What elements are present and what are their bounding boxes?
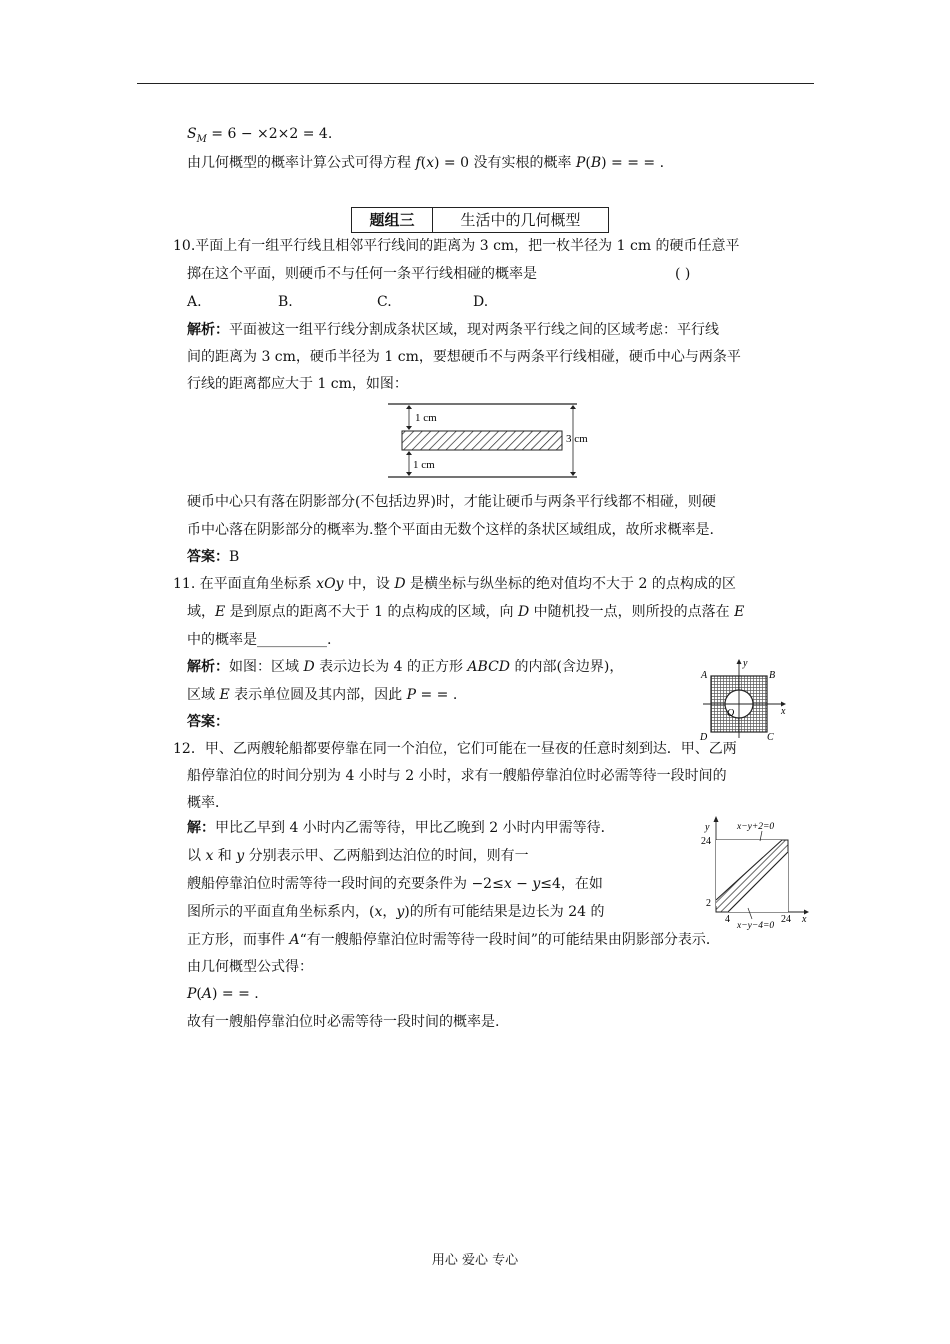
q12-solution-3: 艘船停靠泊位时需等待一段时间的充要条件为 −2≤x − y≤4，在如 [187, 876, 603, 892]
q10-option-b: B. [278, 294, 293, 310]
q10-line-2: 掷在这个平面，则硬币不与任何一条平行线相碰的概率是 [187, 266, 537, 282]
s-symbol: S [187, 126, 197, 142]
q12-line-3: 概率． [187, 795, 229, 811]
section-title: 生活中的几何概型 [460, 211, 581, 229]
shaded-band [402, 431, 562, 450]
label-x-24: 24 [781, 914, 791, 925]
s-subscript: M [196, 133, 207, 145]
q10-option-d: D. [473, 294, 489, 310]
q10-solution-2: 间的距离为 3 cm，硬币半径为 1 cm，要想硬币不与两条平行线相碰，硬币中心与两条平 [187, 349, 741, 365]
q12-solution-7: P(A) = = . [187, 986, 259, 1002]
section-group: 题组三 [352, 208, 433, 232]
q10-line-1: 10.平面上有一组平行线且相邻平行线间的距离为 3 cm，把一枚半径为 1 cm 的硬币任意平 [173, 238, 740, 254]
label-x-4: 4 [725, 914, 730, 925]
label-a: A [701, 670, 708, 681]
q11-line-3: 中的概率是__________. [187, 632, 332, 648]
area-formula [187, 124, 332, 150]
square-circle-figure [695, 656, 795, 742]
q11-answer: 答案： [187, 714, 229, 730]
label-b: B [769, 670, 776, 681]
label-c: C [767, 732, 774, 742]
label-3cm: 3 cm [566, 433, 588, 445]
q12-line-2: 船停靠泊位的时间分别为 4 小时与 2 小时，求有一艘船停靠泊位时必需等待一段时间的 [187, 768, 727, 784]
label-o: O [727, 708, 735, 719]
probability-statement: 由几何概型的概率计算公式可得方程 f(x) = 0 没有实根的概率 P(B) = = = . [187, 155, 665, 171]
q11-line-1: 11. 在平面直角坐标系 xOy 中，设 D 是横坐标与纵坐标的绝对值均不大于 2 的点构成的区 [173, 576, 736, 592]
q10-option-c: C. [377, 294, 392, 310]
q10-solution-1: 解析：平面被这一组平行线分割成条状区域，现对两条平行线之间的区域考虑：平行线 [187, 322, 719, 338]
q10-solution-4: 硬币中心只有落在阴影部分(不包括边界)时，才能让硬币与两条平行线都不相碰，则硬 [187, 494, 716, 510]
q10-answer-paren: ( ) [675, 266, 691, 282]
q12-solution-5: 正方形，而事件 A“有一艘船停靠泊位时需等待一段时间”的可能结果由阴影部分表示． [187, 932, 720, 948]
label-y-axis: y [705, 822, 710, 833]
q10-answer: 答案：B [187, 549, 240, 565]
page-footer: 用心 爱心 专心 [431, 1253, 519, 1268]
label-y-axis: y [743, 658, 748, 669]
waiting-region-figure [700, 812, 812, 930]
label-x-axis: x [781, 706, 786, 717]
label-eq1: x−y+2=0 [737, 822, 775, 832]
q12-solution-1: 解：甲比乙早到 4 小时内乙需等待，甲比乙晚到 2 小时内甲需等待． [187, 820, 615, 836]
q10-solution-3: 行线的距离都应大于 1 cm，如图： [187, 376, 408, 392]
q12-solution-8: 故有一艘船停靠泊位时必需等待一段时间的概率是. [187, 1014, 500, 1030]
label-bottom-1cm: 1 cm [413, 459, 435, 471]
q12-line-1: 12．甲、乙两艘轮船都要停靠在同一个泊位，它们可能在一昼夜的任意时刻到达．甲、乙两 [173, 741, 737, 757]
parallel-lines-figure [385, 400, 600, 482]
q11-solution-2: 区域 E 表示单位圆及其内部，因此 P = = . [187, 687, 458, 703]
q10-option-a: A. [187, 294, 202, 310]
q11-solution-1: 解析：如图：区域 D 表示边长为 4 的正方形 ABCD 的内部(含边界)， [187, 659, 624, 675]
q12-solution-6: 由几何概型公式得： [187, 959, 313, 975]
area-expression: = 6 − ×2×2 = 4. [206, 126, 333, 142]
label-eq2: x−y−4=0 [737, 921, 775, 930]
label-top-1cm: 1 cm [415, 412, 437, 424]
label-y-2: 2 [706, 898, 711, 909]
label-y-24: 24 [701, 836, 711, 847]
header-rule [137, 83, 814, 84]
q12-solution-4: 图所示的平面直角坐标系内，(x，y)的所有可能结果是边长为 24 的 [187, 904, 605, 920]
q12-solution-2: 以 x 和 y 分别表示甲、乙两船到达泊位的时间，则有一 [187, 848, 529, 864]
label-d: D [700, 732, 708, 742]
q10-solution-5: 币中心落在阴影部分的概率为.整个平面由无数个这样的条状区域组成，故所求概率是. [187, 522, 714, 538]
q11-line-2: 域，E 是到原点的距离不大于 1 的点构成的区域，向 D 中随机投一点，则所投的点落在 E [187, 604, 745, 620]
section-tag [351, 207, 609, 233]
label-x-axis: x [802, 914, 807, 925]
